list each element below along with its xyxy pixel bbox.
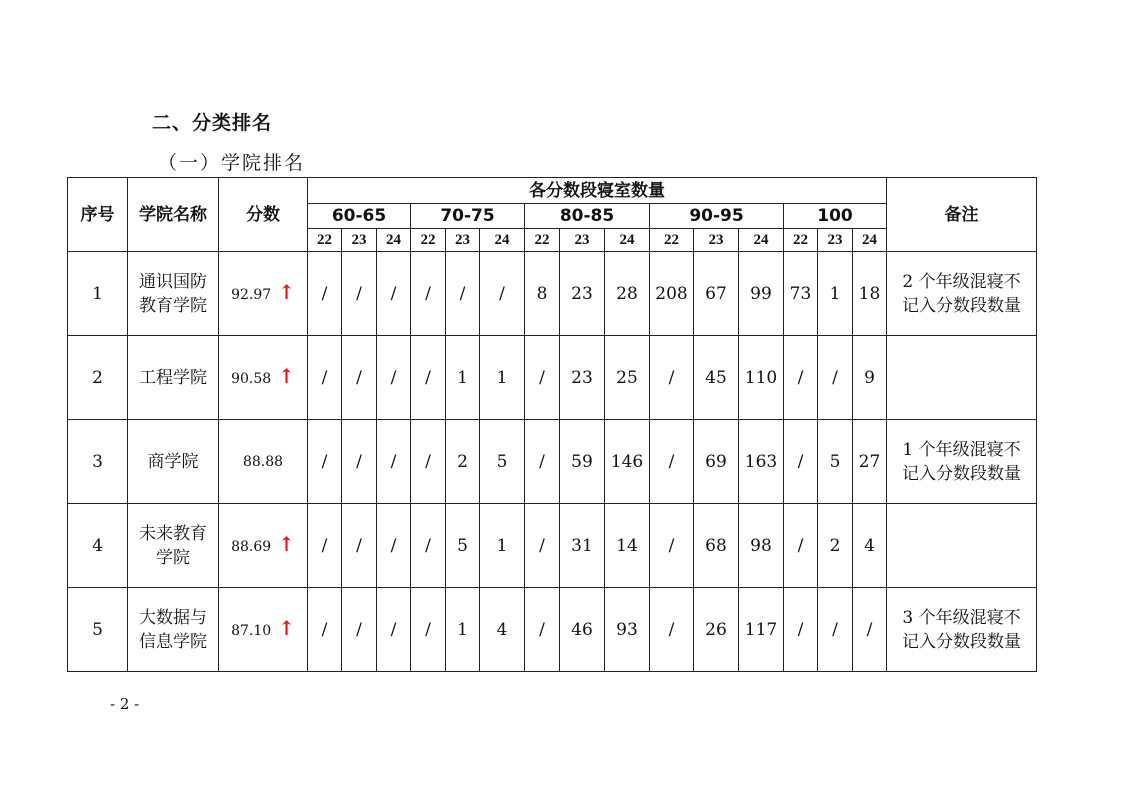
count-cell: 2 [446,420,480,504]
remark-cell [887,336,1037,420]
subsection-heading: （一）学院排名 [158,152,306,174]
row-number: 5 [68,588,128,672]
count-cell: 23 [560,252,605,336]
header-no: 序号 [68,178,128,252]
count-cell: / [411,420,446,504]
count-cell: / [308,504,342,588]
remark-cell: 1 个年级混寝不记入分数段数量 [887,420,1037,504]
header-year: 22 [525,229,560,252]
score-cell [219,588,308,672]
count-cell: / [784,336,818,420]
header-range-60-65: 60-65 [308,204,411,229]
count-cell: 98 [739,504,784,588]
header-range-80-85: 80-85 [525,204,650,229]
count-cell: 59 [560,420,605,504]
count-cell: / [853,588,887,672]
count-cell: / [525,336,560,420]
up-arrow-icon: ↑ [271,616,295,640]
count-cell: 1 [818,252,853,336]
count-cell: 5 [818,420,853,504]
score-value: 87.10 [231,623,272,639]
header-year: 24 [853,229,887,252]
header-score: 分数 [219,178,308,252]
count-cell: 8 [525,252,560,336]
count-cell: 5 [480,420,525,504]
count-cell: 2 [818,504,853,588]
up-arrow-icon: ↑ [271,532,295,556]
college-name: 工程学院 [128,336,219,420]
score-cell [219,420,308,504]
header-range-100: 100 [784,204,887,229]
header-range-90-95: 90-95 [650,204,784,229]
count-cell: / [784,588,818,672]
row-number: 1 [68,252,128,336]
count-cell: / [342,588,377,672]
header-range-70-75: 70-75 [411,204,525,229]
table-row [68,504,1037,588]
count-cell: 99 [739,252,784,336]
row-number: 3 [68,420,128,504]
count-cell: 117 [739,588,784,672]
count-cell: 4 [480,588,525,672]
score-cell [219,252,308,336]
count-cell: 73 [784,252,818,336]
count-cell: / [784,420,818,504]
count-cell: / [525,504,560,588]
table-row [68,588,1037,672]
header-year: 22 [308,229,342,252]
row-number: 2 [68,336,128,420]
count-cell: / [650,504,694,588]
count-cell: 93 [605,588,650,672]
count-cell: 163 [739,420,784,504]
count-cell: / [377,252,411,336]
header-year: 24 [605,229,650,252]
count-cell: 31 [560,504,605,588]
header-year: 24 [480,229,525,252]
header-year: 22 [650,229,694,252]
count-cell: / [342,420,377,504]
header-remark: 备注 [887,178,1037,252]
remark-cell [887,504,1037,588]
count-cell: / [480,252,525,336]
table-row [68,336,1037,420]
score-value: 88.88 [242,453,284,470]
count-cell: 46 [560,588,605,672]
score-cell [219,336,308,420]
header-year: 23 [818,229,853,252]
count-cell: / [650,336,694,420]
count-cell: / [818,588,853,672]
remark-cell: 2 个年级混寝不记入分数段数量 [887,252,1037,336]
count-cell: 146 [605,420,650,504]
college-name: 通识国防教育学院 [128,252,219,336]
count-cell: 28 [605,252,650,336]
score-value: 90.58 [231,371,272,387]
count-cell: 1 [480,504,525,588]
score-cell [219,504,308,588]
count-cell: 14 [605,504,650,588]
count-cell: / [342,252,377,336]
count-cell: / [308,336,342,420]
score-value: 88.69 [231,539,272,555]
count-cell: / [377,336,411,420]
college-name: 未来教育学院 [128,504,219,588]
count-cell: / [411,588,446,672]
count-cell: 25 [605,336,650,420]
header-year: 23 [560,229,605,252]
count-cell: / [525,420,560,504]
count-cell: 26 [694,588,739,672]
count-cell: 4 [853,504,887,588]
count-cell: / [650,588,694,672]
count-cell: / [411,336,446,420]
count-cell: / [650,420,694,504]
table-row [68,420,1037,504]
count-cell: 1 [480,336,525,420]
count-cell: / [377,588,411,672]
count-cell: / [308,588,342,672]
count-cell: / [411,252,446,336]
count-cell: 5 [446,504,480,588]
header-year: 22 [784,229,818,252]
up-arrow-icon: ↑ [271,364,295,388]
count-cell: 208 [650,252,694,336]
header-year: 22 [411,229,446,252]
count-cell: / [308,420,342,504]
count-cell: 45 [694,336,739,420]
count-cell: / [342,336,377,420]
header-year: 24 [377,229,411,252]
count-cell: / [446,252,480,336]
count-cell: 1 [446,588,480,672]
count-cell: / [377,504,411,588]
count-cell: 1 [446,336,480,420]
count-cell: / [342,504,377,588]
count-cell: / [377,420,411,504]
remark-cell: 3 个年级混寝不记入分数段数量 [887,588,1037,672]
count-cell: 67 [694,252,739,336]
table-row [68,252,1037,336]
page-number: - 2 - [110,695,140,713]
up-arrow-icon: ↑ [271,280,295,304]
header-group: 各分数段寝室数量 [308,178,887,204]
header-year: 24 [739,229,784,252]
count-cell: 27 [853,420,887,504]
section-heading: 二、分类排名 [152,112,273,134]
count-cell: 69 [694,420,739,504]
count-cell: 110 [739,336,784,420]
count-cell: 18 [853,252,887,336]
row-number: 4 [68,504,128,588]
college-ranking-table [67,177,1037,672]
count-cell: / [308,252,342,336]
count-cell: / [411,504,446,588]
college-name: 大数据与信息学院 [128,588,219,672]
count-cell: / [818,336,853,420]
count-cell: / [525,588,560,672]
college-name: 商学院 [128,420,219,504]
count-cell: / [784,504,818,588]
score-value: 92.97 [231,287,272,303]
header-year: 23 [342,229,377,252]
count-cell: 9 [853,336,887,420]
count-cell: 23 [560,336,605,420]
header-year: 23 [446,229,480,252]
header-year: 23 [694,229,739,252]
count-cell: 68 [694,504,739,588]
header-college: 学院名称 [128,178,219,252]
